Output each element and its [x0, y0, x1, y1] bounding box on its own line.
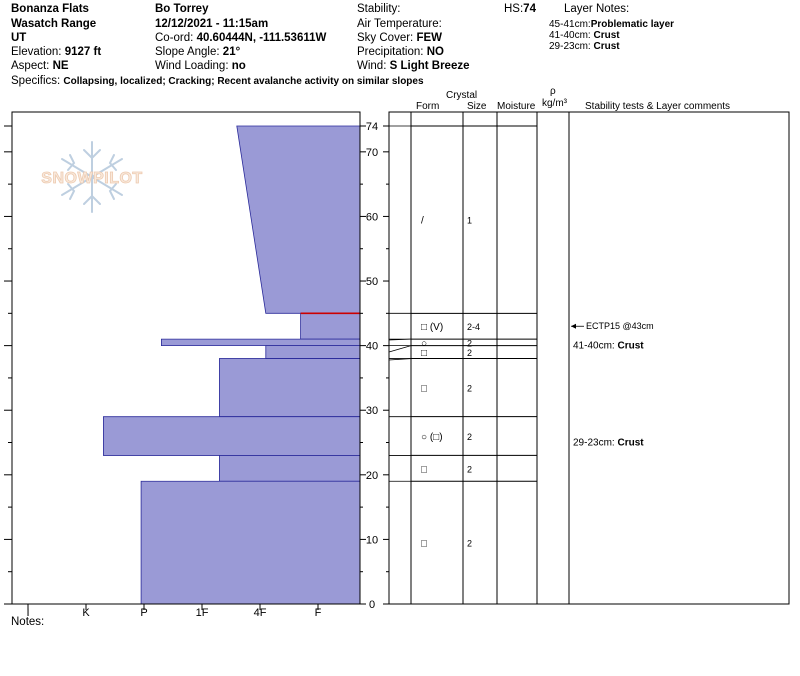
- layer-comment: [573, 438, 644, 449]
- crystal-size: 2: [467, 383, 473, 394]
- aspect: Aspect: NE: [11, 60, 69, 72]
- crystal-form: ○: [421, 338, 428, 350]
- layer-comment: [573, 341, 644, 352]
- crystal-size: 1: [467, 215, 473, 226]
- layer-comment-type: Crust: [617, 437, 644, 449]
- sky-cover: Sky Cover: FEW: [357, 32, 443, 44]
- crystal-size: 2: [467, 432, 473, 443]
- layer-notes-title: Layer Notes:: [564, 3, 630, 15]
- crystal-form: □: [421, 348, 428, 360]
- hardness-tick-label: I: [26, 607, 30, 619]
- depth-tick-label: 70: [365, 146, 379, 159]
- depth-tick-label: 50: [365, 276, 379, 289]
- mountain-range: Wasatch Range: [11, 18, 97, 30]
- hardness-bar: [266, 346, 360, 359]
- precipitation: Precipitation: NO: [357, 46, 444, 58]
- comments-header: Stability tests & Layer comments: [585, 101, 731, 112]
- elevation: Elevation: 9127 ft: [11, 46, 102, 58]
- crystal-form: □: [421, 464, 428, 476]
- moisture-header: Moisture: [497, 101, 536, 112]
- hardness-tick-label: 4F: [253, 607, 267, 619]
- layer-note: 29-23cm: Crust: [549, 41, 620, 52]
- datetime: 12/12/2021 - 11:15am: [155, 18, 269, 30]
- crystal-size: 2: [467, 348, 473, 359]
- layer-note: 45-41cm:Problematic layer: [549, 19, 675, 30]
- comment-arrow-head: [571, 324, 576, 329]
- layer-connector: [389, 346, 411, 352]
- layer-comment-type: Crust: [617, 340, 644, 352]
- form-header: Form: [416, 101, 440, 112]
- hardness-tick-label: 1F: [195, 607, 209, 619]
- hardness-bar: [237, 126, 360, 313]
- hardness-tick-label: P: [140, 607, 148, 619]
- hardness-tick-label: K: [82, 607, 90, 619]
- density-symbol: ρ: [550, 86, 556, 97]
- slope-angle: Slope Angle: 21°: [155, 46, 241, 58]
- depth-tick-label: 74: [365, 121, 379, 133]
- crystal-form: □: [421, 538, 428, 550]
- hardness-bar: [161, 339, 360, 345]
- specifics: Specifics: Collapsing, localized; Cracking; Recent avalanche activity on similar slopes: [11, 75, 424, 87]
- size-header: Size: [467, 101, 487, 112]
- crystal-form: □: [421, 383, 428, 395]
- stability-test: ECTP15 @43cm: [586, 321, 654, 332]
- hardness-bars: [103, 126, 360, 604]
- layer-comment-range: 29-23cm:: [573, 437, 618, 449]
- hardness-tick-label: F: [314, 607, 322, 619]
- layer-comment-range: 41-40cm:: [573, 340, 618, 352]
- depth-tick-label: 20: [365, 469, 379, 482]
- observer: Bo Torrey: [155, 3, 209, 15]
- crystal-size: 2: [467, 538, 473, 549]
- snowpilot-logo: [41, 142, 142, 212]
- state: UT: [11, 32, 27, 44]
- air-temperature: Air Temperature:: [357, 18, 442, 30]
- crystal-form: /: [421, 215, 424, 227]
- layer-table-frame: [389, 112, 789, 604]
- hardness-bar: [141, 481, 360, 604]
- depth-tick-label: 0: [368, 599, 376, 611]
- logo-text: SNOWPILOT: [41, 170, 143, 187]
- crystal-size: 2: [467, 464, 473, 475]
- hardness-axis: [26, 604, 321, 619]
- hardness-bar: [219, 359, 360, 417]
- stability: Stability:: [357, 3, 401, 15]
- crystal-size: 2-4: [467, 322, 481, 333]
- hardness-bar: [301, 313, 360, 339]
- wind-loading: Wind Loading: no: [155, 60, 246, 72]
- hardness-bar: [219, 455, 360, 481]
- hardness-bar: [103, 417, 360, 456]
- depth-tick-label: 30: [365, 405, 379, 418]
- layer-table: [389, 126, 654, 550]
- snow-height: HS:74: [504, 3, 536, 15]
- depth-tick-label: 10: [365, 534, 379, 547]
- wind: Wind: S Light Breeze: [357, 60, 470, 72]
- crystal-form: ○ (□): [421, 432, 443, 444]
- location: Bonanza Flats: [11, 3, 89, 15]
- layer-note: 41-40cm: Crust: [549, 30, 620, 41]
- notes-label: Notes:: [11, 616, 45, 628]
- density-unit: kg/m³: [542, 98, 567, 109]
- crystal-form: □ (V): [421, 322, 444, 334]
- depth-tick-label: 60: [365, 211, 379, 224]
- crystal-size: 2: [467, 338, 473, 349]
- depth-tick-label: 40: [365, 340, 379, 353]
- coordinates: Co-ord: 40.60444N, -111.53611W: [155, 32, 327, 44]
- crystal-header: Crystal: [446, 90, 478, 101]
